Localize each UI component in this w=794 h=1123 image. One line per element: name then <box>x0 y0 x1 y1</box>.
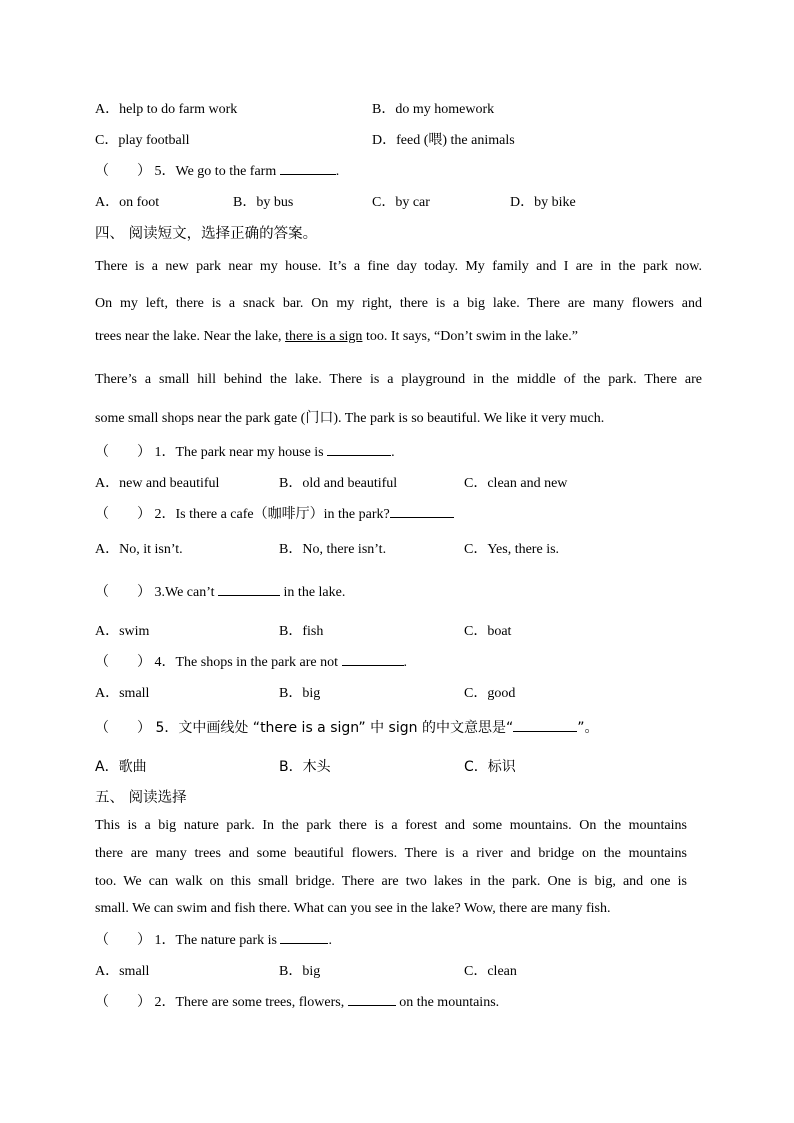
passage-text: too. It says, “Don’t swim in the lake.” <box>365 329 578 344</box>
question-text: 5．文中画线处 “there is a sign” 中 sign 的中文意思是“ <box>155 720 514 736</box>
option-c: C．play football <box>95 133 190 148</box>
question-line <box>95 441 395 461</box>
option: D．by bike <box>510 195 576 210</box>
question-line <box>95 503 454 523</box>
answer-blank <box>327 442 391 456</box>
answer-paren: （ ） <box>95 445 151 460</box>
question-text: 2．There are some trees, flowers, <box>154 995 345 1010</box>
answer-blank <box>342 652 404 666</box>
option: B．big <box>279 686 321 701</box>
answer-blank <box>513 718 577 732</box>
answer-paren: （ ） <box>95 995 151 1010</box>
passage-line: On my left, there is a snack bar. On my right, there is a big lake. There are many flowers and <box>95 296 702 311</box>
question-end: . <box>328 933 332 948</box>
option: C．by car <box>372 195 430 210</box>
option-b: B．do my homework <box>372 102 495 117</box>
passage-line: There’s a small hill behind the lake. There is a playground in the middle of the park. There are <box>95 372 702 387</box>
section-heading: 四、 阅读短文，选择正确的答案。 <box>95 226 318 242</box>
option: A．small <box>95 964 150 979</box>
question-line <box>95 581 345 601</box>
option: B．old and beautiful <box>279 476 398 491</box>
option: B．No, there isn’t. <box>279 542 387 557</box>
question-end: . <box>335 164 340 179</box>
question-line <box>95 160 339 180</box>
question-line <box>95 717 598 737</box>
question-text: 2．Is there a cafe（咖啡厅）in the park? <box>154 507 390 522</box>
option: A．歌曲 <box>95 759 147 775</box>
question-text: 5．We go to the farm <box>154 164 277 179</box>
question-end: in the lake. <box>283 585 346 600</box>
option: A．No, it isn’t. <box>95 542 183 557</box>
question-line <box>95 991 499 1011</box>
passage-text: trees near the lake. Near the lake, <box>95 329 282 344</box>
option: C．clean <box>464 964 517 979</box>
question-end: ”。 <box>577 720 599 736</box>
answer-paren: （ ） <box>95 507 151 522</box>
passage-line: some small shops near the park gate (门口). The park is so beautiful. We like it very much. <box>95 411 605 426</box>
answer-blank <box>390 504 454 518</box>
option: A．swim <box>95 624 150 639</box>
answer-paren: （ ） <box>95 933 151 948</box>
passage-line: too. We can walk on this small bridge. There are two lakes in the park. One is big, and one is <box>95 874 687 889</box>
underlined-phrase: there is a sign <box>285 329 363 344</box>
option: B．by bus <box>233 195 294 210</box>
answer-paren: （ ） <box>95 164 151 179</box>
passage-line: small. We can swim and fish there. What can you see in the lake? Wow, there are many fish. <box>95 901 611 916</box>
question-text: 1．The nature park is <box>154 933 277 948</box>
question-text: 1．The park near my house is <box>154 445 324 460</box>
answer-blank <box>218 582 280 596</box>
option: C．boat <box>464 624 512 639</box>
answer-blank <box>280 161 336 175</box>
question-text: 3.We can’t <box>154 585 215 600</box>
section-heading: 五、 阅读选择 <box>95 790 187 806</box>
answer-paren: （ ） <box>95 655 151 670</box>
option: C．clean and new <box>464 476 568 491</box>
question-end: on the mountains. <box>399 995 500 1010</box>
question-line <box>95 929 332 949</box>
answer-blank <box>348 992 396 1006</box>
passage-line <box>95 328 702 346</box>
option: C．Yes, there is. <box>464 542 560 557</box>
answer-paren: （ ） <box>95 585 151 600</box>
option: C．good <box>464 686 516 701</box>
option: B．fish <box>279 624 324 639</box>
passage-line: This is a big nature park. In the park there is a forest and some mountains. On the mountains <box>95 818 687 833</box>
answer-blank <box>280 930 328 944</box>
option-d: D．feed (喂) the animals <box>372 133 515 148</box>
option: A．small <box>95 686 150 701</box>
option-a: A．help to do farm work <box>95 102 238 117</box>
option: C．标识 <box>464 759 516 775</box>
passage-line: There is a new park near my house. It’s a fine day today. My family and I are in the park now. <box>95 259 702 274</box>
option: B．big <box>279 964 321 979</box>
option: A．on foot <box>95 195 160 210</box>
question-text: 4．The shops in the park are not <box>154 655 339 670</box>
question-end: . <box>403 655 408 670</box>
option: B．木头 <box>279 759 331 775</box>
option: A．new and beautiful <box>95 476 220 491</box>
answer-paren: （ ） <box>95 720 151 736</box>
question-end: . <box>391 445 395 460</box>
passage-line: there are many trees and some beautiful flowers. There is a river and bridge on the mountains <box>95 846 687 861</box>
question-line <box>95 651 407 671</box>
